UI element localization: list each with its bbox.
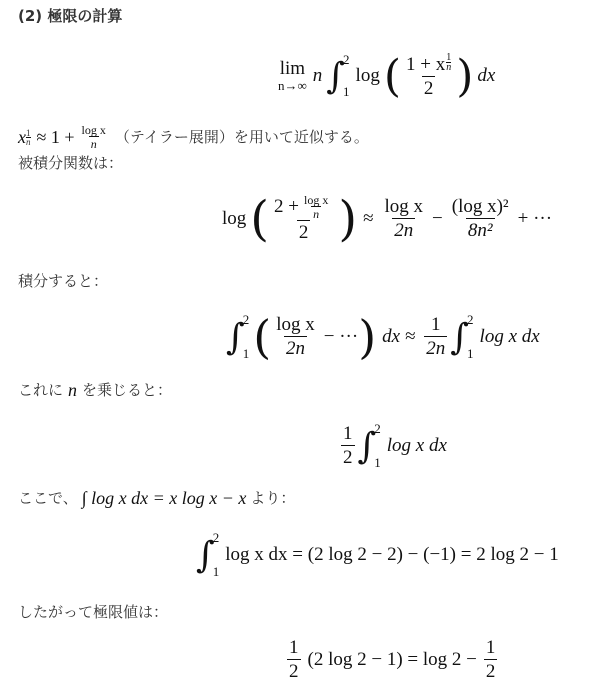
frac-numerator: log x	[81, 123, 106, 137]
equation-half-integral	[338, 414, 447, 478]
one-half-2: $\frac{1}{2}$	[485, 637, 496, 682]
integrand-logx: log x dx	[386, 435, 447, 456]
series-tail: + ···	[517, 208, 553, 229]
result-middle: (2 log 2 − 1) = log 2 −	[307, 649, 477, 670]
paren-right: )	[338, 191, 358, 247]
integral-sign: ∫	[226, 316, 245, 358]
lim-subscript: n→∞	[278, 78, 307, 93]
antiderivative-formula: ∫ log x dx = x log x − x	[81, 488, 247, 508]
integral-limits: 2 1	[242, 312, 250, 361]
section-heading: (2) 極限の計算	[18, 7, 123, 25]
evaluation-body: log x dx = (2 log 2 − 2) − (−1) = 2 log 2 − 1	[225, 544, 559, 565]
approx-sign: ≈	[363, 208, 374, 229]
lim-label: lim	[279, 58, 306, 79]
integration-label: 積分すると：	[18, 272, 109, 290]
outer-fraction	[272, 194, 335, 244]
outer-numerator: 2 + $\frac{\text{log x}}{n}$	[274, 193, 329, 221]
equation-main-limit	[278, 46, 495, 106]
main-fraction-numerator: 1 + x $^{\frac{1}{n}}$	[406, 51, 452, 75]
minus-sign: −	[432, 208, 443, 229]
integral-limits: 2 1	[212, 530, 220, 579]
factor-n: n	[312, 65, 323, 86]
approx-one-plus: ≈ 1 +	[36, 127, 75, 147]
equation-final-result	[284, 632, 500, 688]
logx-over-2n: $\frac{\text{log x}}{2n}$	[276, 314, 315, 359]
frac-logx-over-n	[80, 124, 108, 150]
paren-left: (	[253, 310, 272, 364]
equation-evaluated	[196, 524, 559, 586]
integral-limits-2: 2 1	[467, 312, 474, 361]
dx-approx: dx ≈	[382, 326, 416, 347]
integral-limits	[343, 52, 350, 100]
limit-value-label: したがって極限値は：	[18, 603, 169, 621]
integral-upper: 2	[343, 52, 350, 67]
integrand-logx: log x dx	[479, 326, 540, 347]
integral-sign: ∫	[326, 55, 346, 97]
paren-right: )	[358, 310, 377, 364]
variable-n: n	[68, 380, 78, 400]
limit-operator	[278, 58, 307, 94]
term2-fraction: $\frac{\text{(log x)²}}{\text{8n²}}$	[451, 196, 509, 241]
term1-fraction: $\frac{\text{log x}}{2n}$	[384, 196, 424, 241]
integral-lower: 1	[343, 84, 350, 99]
taylor-text: （テイラー展開）を用いて近似する。	[114, 128, 369, 146]
equation-integrated	[226, 305, 540, 369]
integral-sign: ∫	[196, 534, 215, 576]
main-fraction-denominator: 2	[423, 77, 434, 99]
frac-denominator: n	[90, 137, 97, 151]
taylor-approx-line	[18, 124, 369, 150]
one-over-2n: $\frac{1}{2n}$	[426, 314, 446, 359]
one-half: $\frac{1}{2}$	[343, 423, 353, 468]
outer-denominator: 2	[298, 222, 309, 243]
equation-integrand-expansion	[222, 189, 552, 249]
multiply-n-line: これに n を乗じると：	[18, 380, 173, 400]
main-fraction	[404, 53, 453, 100]
differential-dx: dx	[477, 65, 496, 86]
log-label: log	[222, 208, 247, 229]
paren-right: )	[456, 50, 474, 102]
integral-sign-2: ∫	[450, 316, 470, 358]
exponent-1-over-n: $\frac{1}{n}$	[26, 127, 31, 147]
base-x: x	[18, 127, 26, 147]
paren-left: (	[250, 191, 270, 247]
paren-left: (	[383, 50, 401, 102]
integral-limits: 2 1	[374, 421, 381, 470]
integral-sign: ∫	[357, 425, 377, 467]
one-half: $\frac{1}{2}$	[289, 637, 299, 682]
log-label: log	[355, 65, 380, 86]
antiderivative-line: ここで、 ∫ log x dx = x log x − x より：	[18, 488, 296, 508]
series-tail: − ···	[323, 326, 359, 347]
integrand-label: 被積分関数は：	[18, 154, 124, 172]
inner-fraction: $\frac{\text{log x}}{n}$	[303, 193, 329, 221]
